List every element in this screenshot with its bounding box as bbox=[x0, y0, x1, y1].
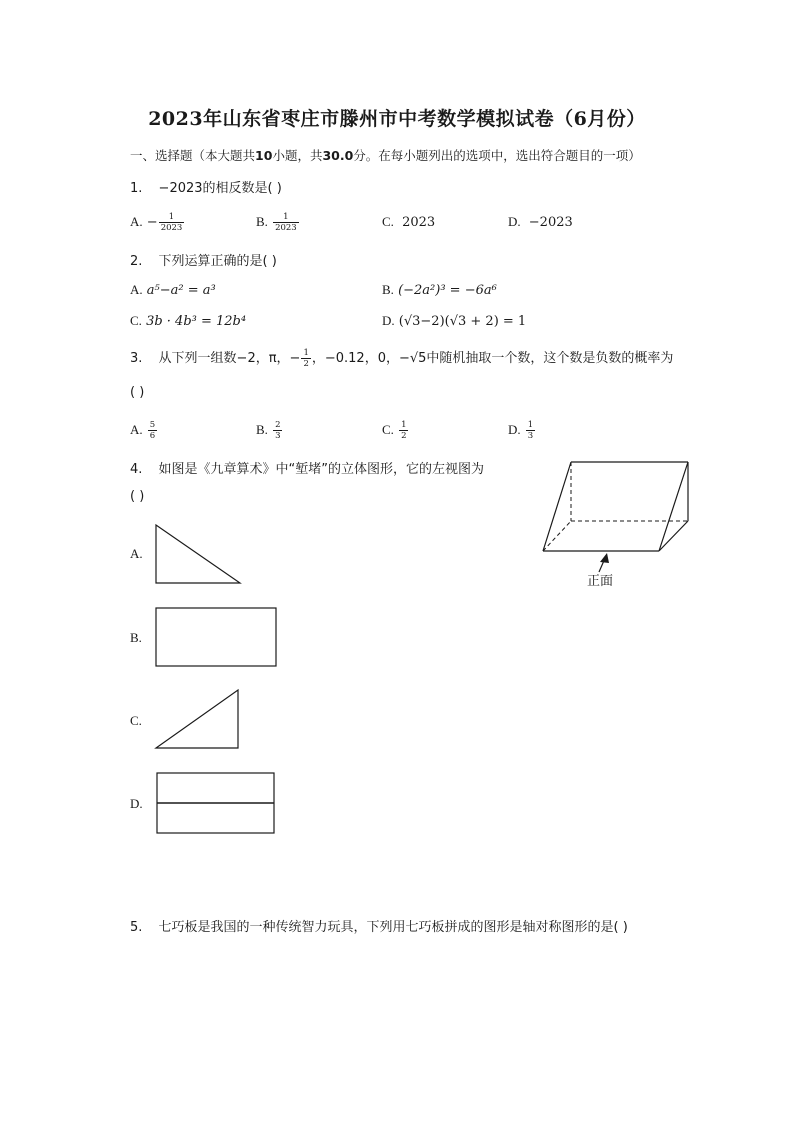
q2-option-b[interactable] bbox=[382, 282, 497, 298]
option-fraction bbox=[399, 420, 408, 441]
option-label: A. bbox=[130, 282, 143, 297]
section-note-prefix: （本大题共 bbox=[192, 148, 256, 163]
q2-option-c[interactable] bbox=[130, 313, 246, 329]
option-label: B. bbox=[382, 282, 394, 297]
front-label: 正面 bbox=[587, 574, 614, 589]
fraction-denominator: 2023 bbox=[275, 223, 297, 233]
prism-edge bbox=[543, 462, 571, 551]
q2-option-d[interactable] bbox=[382, 313, 526, 329]
option-label: D. bbox=[508, 214, 521, 229]
option-label: D. bbox=[382, 313, 395, 328]
section-note-mid: 小题，共 bbox=[272, 148, 323, 163]
question-3-paren: ( ) bbox=[130, 385, 145, 400]
option-label: C. bbox=[382, 422, 394, 437]
q4-option-a-figure[interactable] bbox=[155, 524, 245, 586]
question-2 bbox=[130, 250, 277, 269]
q3-option-b[interactable] bbox=[256, 420, 283, 441]
q1-option-b[interactable] bbox=[256, 212, 300, 233]
question-number: 4. bbox=[130, 462, 143, 477]
fraction-numerator: 1 bbox=[303, 348, 309, 358]
page-title: 2023年山东省枣庄市滕州市中考数学模拟试卷（6月份） bbox=[148, 108, 646, 130]
triangle-shape bbox=[156, 525, 240, 583]
q3-option-d[interactable] bbox=[508, 420, 536, 441]
q1-option-c[interactable] bbox=[382, 214, 435, 230]
option-fraction bbox=[273, 420, 282, 441]
question-number: 5. bbox=[130, 920, 143, 935]
section-note-suffix: 分。在每小题列出的选项中，选出符合题目的一项） bbox=[353, 148, 641, 163]
option-fraction bbox=[526, 420, 535, 441]
fraction-numerator: 1 bbox=[401, 420, 407, 430]
rectangle-shape bbox=[156, 608, 276, 666]
q1-option-d[interactable] bbox=[508, 214, 573, 230]
question-number: 3. bbox=[130, 351, 143, 366]
option-text: −2023 bbox=[528, 215, 573, 230]
triangle-shape bbox=[156, 690, 238, 748]
fraction-numerator: 5 bbox=[149, 420, 156, 430]
fraction-numerator: 2 bbox=[275, 420, 281, 430]
option-sign: − bbox=[146, 215, 158, 230]
section-header bbox=[130, 146, 641, 164]
q4-option-b-label[interactable]: B. bbox=[130, 630, 142, 645]
question-stem: −2023的相反数是( ) bbox=[158, 181, 282, 196]
fraction-numerator: 1 bbox=[168, 212, 175, 222]
section-points: 30.0 bbox=[322, 148, 354, 163]
option-text: (−2a²)³ = −6a⁶ bbox=[398, 283, 497, 298]
question-stem: 如图是《九章算术》中“堑堵”的立体图形，它的左视图为 bbox=[158, 462, 485, 477]
q4-option-c-label[interactable]: C. bbox=[130, 713, 142, 728]
q2-option-a[interactable] bbox=[130, 282, 216, 298]
option-fraction bbox=[273, 212, 299, 233]
question-1 bbox=[130, 177, 282, 196]
option-text: a⁵−a² = a³ bbox=[146, 283, 216, 298]
question-4-paren: ( ) bbox=[130, 489, 145, 504]
q4-option-d-figure[interactable] bbox=[156, 772, 278, 836]
question-number: 1. bbox=[130, 181, 143, 196]
q4-option-a-label[interactable]: A. bbox=[130, 546, 143, 561]
question-4 bbox=[130, 458, 484, 477]
question-stem-b: ，−0.12，0，−√5中随机抽取一个数，这个数是负数的概率为 bbox=[311, 351, 674, 366]
option-label: D. bbox=[508, 422, 521, 437]
question-number: 2. bbox=[130, 254, 143, 269]
fraction-denominator: 6 bbox=[149, 431, 156, 441]
q3-option-a[interactable] bbox=[130, 420, 158, 441]
section-count: 10 bbox=[255, 148, 273, 163]
option-label: A. bbox=[130, 214, 143, 229]
option-label: B. bbox=[256, 214, 268, 229]
section-name: 一、选择题 bbox=[130, 148, 193, 163]
fraction-denominator: 3 bbox=[527, 431, 534, 441]
prism-edge bbox=[659, 462, 688, 551]
q4-option-b-figure[interactable] bbox=[155, 607, 279, 669]
fraction-denominator: 2 bbox=[303, 359, 309, 369]
option-label: A. bbox=[130, 422, 143, 437]
question-stem-a: 从下列一组数−2，π，− bbox=[158, 351, 301, 366]
q1-option-a[interactable] bbox=[130, 212, 185, 233]
option-fraction bbox=[159, 212, 185, 233]
front-arrow-head bbox=[600, 553, 609, 563]
q3-option-c[interactable] bbox=[382, 420, 409, 441]
fraction-denominator: 2023 bbox=[160, 223, 183, 233]
question-stem: 下列运算正确的是( ) bbox=[158, 254, 277, 269]
q4-option-c-figure[interactable] bbox=[155, 689, 243, 751]
question-stem: 七巧板是我国的一种传统智力玩具，下列用七巧板拼成的图形是轴对称图形的是( ) bbox=[158, 920, 628, 935]
option-text: 2023 bbox=[402, 215, 436, 230]
option-fraction bbox=[148, 420, 157, 441]
option-text: 3b · 4b³ = 12b⁴ bbox=[146, 314, 247, 329]
prism-figure bbox=[540, 458, 696, 588]
option-text: (√3−2)(√3 + 2) = 1 bbox=[398, 314, 527, 329]
question-3 bbox=[130, 347, 673, 369]
option-label: B. bbox=[256, 422, 268, 437]
fraction-denominator: 3 bbox=[275, 431, 281, 441]
question-5 bbox=[130, 916, 628, 935]
fraction-numerator: 1 bbox=[283, 212, 289, 222]
q4-option-d-label[interactable]: D. bbox=[130, 796, 143, 811]
stem-fraction bbox=[301, 348, 310, 369]
fraction-numerator: 1 bbox=[527, 420, 534, 430]
fraction-denominator: 2 bbox=[401, 431, 407, 441]
option-label: C. bbox=[382, 214, 394, 229]
option-label: C. bbox=[130, 313, 142, 328]
